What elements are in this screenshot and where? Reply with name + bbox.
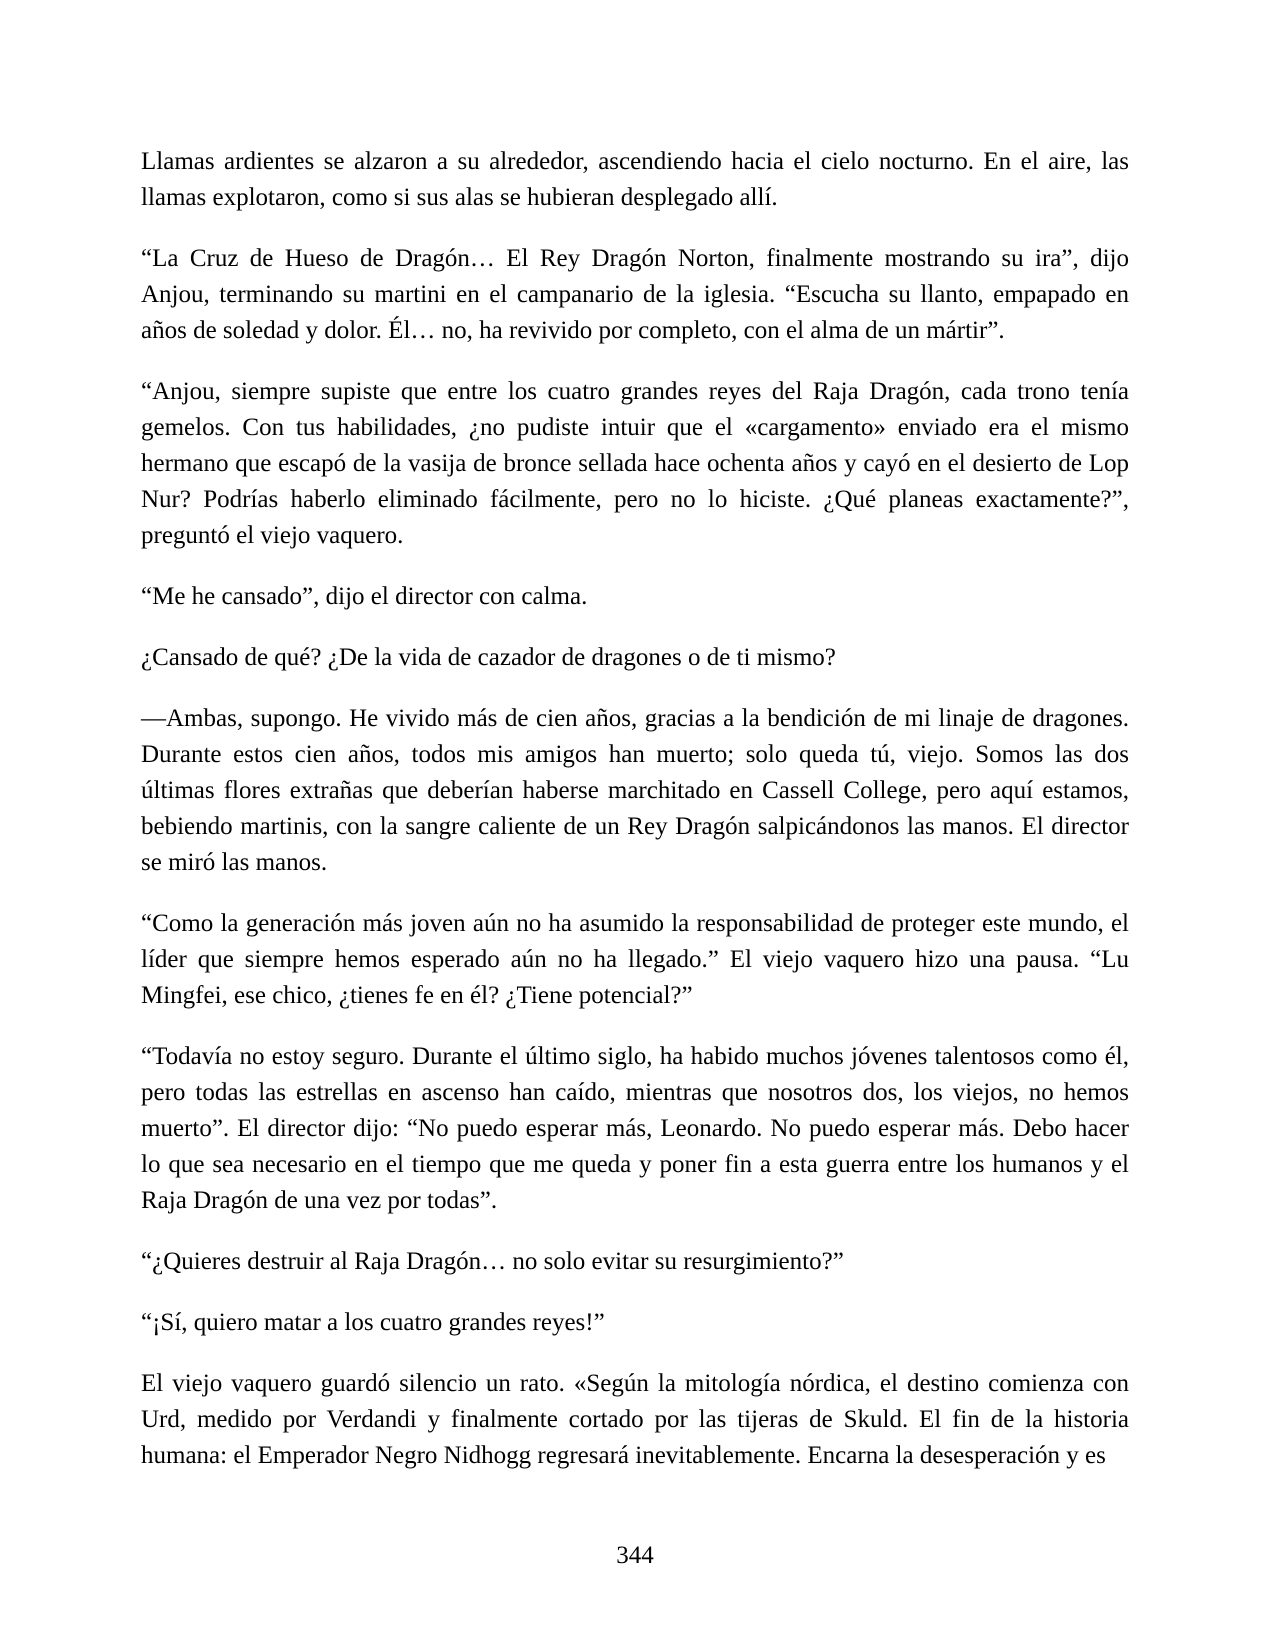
paragraph-1: Llamas ardientes se alzaron a su alrededor, ascendiendo hacia el cielo nocturno. En el aire, las llamas explotaron, como si sus alas se hubieran desplegado allí.: [141, 148, 1129, 211]
paragraph-3: “Anjou, siempre supiste que entre los cuatro grandes reyes del Raja Dragón, cada trono tenía gemelos. Con tus habilidades, ¿no pudiste intuir que el «cargamento» enviado era el mismo hermano que escapó de la vasija de bronce sellada hace ochenta años y cayó en el desierto de Lop Nur? Podrías haberlo eliminado fácilmente, pero no lo hiciste. ¿Qué planeas exactamente?”, preguntó el viejo vaquero.: [141, 378, 1129, 549]
paragraph-8: “Todavía no estoy seguro. Durante el último siglo, ha habido muchos jóvenes talentosos como él, pero todas las estrellas en ascenso han caído, mientras que nosotros dos, los viejos, no hemos muerto”. El director dijo: “No puedo esperar más, Leonardo. No puedo esperar más. Debo hacer lo que sea necesario en el tiempo que me queda y poner fin a esta guerra entre los humanos y el Raja Dragón de una vez por todas”.: [141, 1043, 1129, 1214]
paragraph-5: ¿Cansado de qué? ¿De la vida de cazador de dragones o de ti mismo?: [141, 644, 836, 671]
paragraph-4: “Me he cansado”, dijo el director con calma.: [141, 583, 588, 610]
paragraph-11: El viejo vaquero guardó silencio un rato. «Según la mitología nórdica, el destino comienza con Urd, medido por Verdandi y finalmente cortado por las tijeras de Skuld. El fin de la historia humana: el Emperador Negro Nidhogg regresará inevitablemente. Encarna la desesperación y es: [141, 1370, 1129, 1469]
paragraph-2: “La Cruz de Hueso de Dragón… El Rey Dragón Norton, finalmente mostrando su ira”, dijo Anjou, terminando su martini en el campanario de la iglesia. “Escucha su llanto, empapado en años de soledad y dolor. Él… no, ha revivido por completo, con el alma de un mártir”.: [141, 245, 1129, 344]
paragraph-7: “Como la generación más joven aún no ha asumido la responsabilidad de proteger este mundo, el líder que siempre hemos esperado aún no ha llegado.” El viejo vaquero hizo una pausa. “Lu Mingfei, ese chico, ¿tienes fe en él? ¿Tiene potencial?”: [141, 910, 1129, 1009]
paragraph-6: —Ambas, supongo. He vivido más de cien años, gracias a la bendición de mi linaje de dragones. Durante estos cien años, todos mis amigos han muerto; solo queda tú, viejo. Somos las dos últimas flores extrañas que deberían haberse marchitado en Cassell College, pero aquí estamos, bebiendo martinis, con la sangre caliente de un Rey Dragón salpicándonos las manos. El director se miró las manos.: [141, 705, 1129, 876]
paragraph-9: “¿Quieres destruir al Raja Dragón… no solo evitar su resurgimiento?”: [141, 1248, 844, 1275]
page-number: 344: [616, 1542, 654, 1569]
page-text-body: [141, 144, 1129, 1474]
paragraph-10: “¡Sí, quiero matar a los cuatro grandes reyes!”: [141, 1309, 605, 1336]
